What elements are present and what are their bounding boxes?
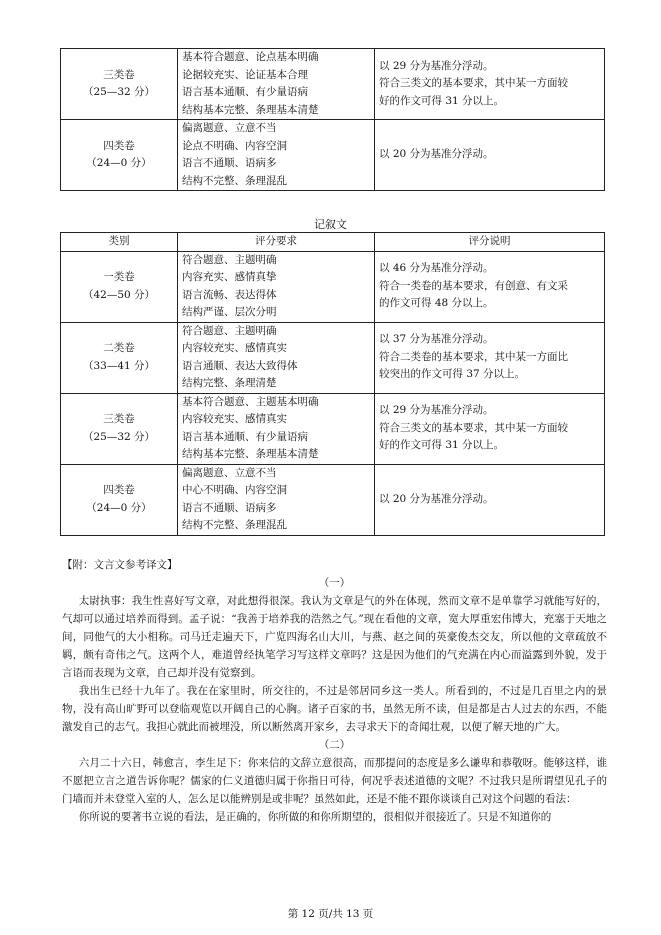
narrative-table-caption: 记叙文 xyxy=(314,218,347,231)
score-range: （25—32 分） xyxy=(82,430,156,443)
note-line: 以 29 分为基准分浮动。 xyxy=(379,59,494,72)
note-line: 以 46 分为基准分浮动。 xyxy=(379,262,494,275)
requirement-line: 中心不明确、内容空洞 xyxy=(182,484,287,496)
appendix-title: 【附：文言文参考译文】 xyxy=(62,559,178,571)
note-line: 符合一类卷的基本要求，有创意、有文采 xyxy=(379,279,568,292)
requirement-line: 内容较充实、感情真实 xyxy=(182,342,287,354)
note-line: 以 20 分为基准分浮动。 xyxy=(379,492,494,505)
requirement-line: 语言通顺、表达大致得体 xyxy=(182,359,298,372)
score-range: （24—0 分） xyxy=(86,157,152,169)
notes-cell xyxy=(375,49,605,120)
requirements-cell xyxy=(178,322,375,393)
note-line: 以 29 分为基准分浮动。 xyxy=(379,404,494,417)
section-heading-2: （二） xyxy=(318,739,351,751)
category-label: 二类卷 xyxy=(103,342,135,354)
category-cell xyxy=(61,464,178,535)
note-line: 以 37 分为基准分浮动。 xyxy=(379,333,494,346)
requirement-line: 结构严谨、层次分明 xyxy=(182,306,277,318)
requirement-line: 语言基本通顺、有少量语病 xyxy=(182,430,308,443)
note-line: 较突出的作文可得 37 分以上。 xyxy=(379,368,526,381)
header-category: 类别 xyxy=(61,233,178,252)
requirement-line: 语言不通顺、语病多 xyxy=(182,501,277,514)
score-range: （24—0 分） xyxy=(86,501,152,514)
requirement-line: 论据较充实、论证基本合理 xyxy=(182,68,308,81)
requirement-line: 偏离题意、立意不当 xyxy=(182,466,277,479)
category-cell xyxy=(61,251,178,322)
narrative-grading-table xyxy=(60,232,605,536)
table-row xyxy=(61,251,605,322)
notes-cell xyxy=(375,120,605,191)
notes-cell xyxy=(375,464,605,535)
paragraph: 六月二十六日，韩愈言，李生足下：你来信的文辞立意很高，而那提问的态度是多么谦卑和恭敬呀。能够这样，谁不愿把立言之道告诉你呢？儒家的仁义道德归属于你指日可待，何况乎表述道德的文呢？不过我只是所谓望见孔子的门墙而并未登堂入室的人，怎么足以能辨别是或非呢？虽然如此，还是不能不跟你谈谈自己对这个问题的看法： xyxy=(62,757,607,805)
requirement-line: 基本符合题意、主题基本明确 xyxy=(182,395,319,408)
table-row xyxy=(61,393,605,464)
category-cell xyxy=(61,49,178,120)
requirement-line: 语言不通顺、语病多 xyxy=(182,157,277,169)
score-range: （33—41 分） xyxy=(82,359,156,372)
requirement-line: 语言基本通顺、有少量语病 xyxy=(182,86,308,98)
requirements-cell xyxy=(178,49,375,120)
category-label: 一类卷 xyxy=(103,271,135,283)
table-row xyxy=(61,49,605,120)
notes-cell xyxy=(375,322,605,393)
score-range: （42—50 分） xyxy=(82,288,156,301)
category-label: 三类卷 xyxy=(103,68,135,81)
header-notes: 评分说明 xyxy=(375,233,605,252)
category-label: 三类卷 xyxy=(103,413,135,425)
category-label: 四类卷 xyxy=(103,139,135,152)
note-line: 好的作文可得 31 分以上。 xyxy=(379,439,505,452)
requirement-line: 结构完整、条理清楚 xyxy=(182,377,277,389)
requirement-line: 符合题意、主题明确 xyxy=(182,253,277,266)
table-row xyxy=(61,120,605,191)
notes-cell xyxy=(375,393,605,464)
requirements-cell xyxy=(178,393,375,464)
paragraph: 你所说的要著书立说的看法，是正确的，你所做的和你所期望的，很相似并很接近了。只是不知道你的 xyxy=(78,811,552,823)
note-line: 符合三类文的基本要求，其中某一方面较 xyxy=(379,421,568,434)
notes-cell xyxy=(375,251,605,322)
header-requirements: 评分要求 xyxy=(178,233,375,252)
requirement-line: 结构基本完整、条理基本清楚 xyxy=(182,103,319,116)
note-line: 好的作文可得 31 分以上。 xyxy=(379,94,505,107)
appendix-translation xyxy=(62,556,607,826)
category-cell xyxy=(61,322,178,393)
category-cell xyxy=(61,120,178,191)
argumentative-grading-table xyxy=(60,48,605,191)
note-line: 符合二类卷的基本要求，其中某一方面比 xyxy=(379,350,568,363)
requirement-line: 论点不明确、内容空洞 xyxy=(182,139,287,152)
page-footer: 第 12 页/共 13 页 xyxy=(287,908,374,920)
requirement-line: 结构不完整、条理混乱 xyxy=(182,519,287,531)
requirement-line: 结构不完整、条理混乱 xyxy=(182,174,287,187)
requirements-cell xyxy=(178,251,375,322)
section-heading-1: （一） xyxy=(318,577,351,589)
requirements-cell xyxy=(178,464,375,535)
score-range: （25—32 分） xyxy=(82,86,156,98)
category-label: 四类卷 xyxy=(103,484,135,496)
requirement-line: 结构基本完整、条理基本清楚 xyxy=(182,448,319,460)
requirement-line: 偏离题意、立意不当 xyxy=(182,122,277,134)
paragraph: 太尉执事：我生性喜好写文章，对此想得很深。我认为文章是气的外在体现，然而文章不是单靠学习就能写好的，气却可以通过培养而得到。孟子说：“我善于培养我的浩然之气。”现在看他的文章，宽大厚重宏伟博大，充塞于天地之间，同他气的大小相称。司马迁走遍天下，广览四海名山大川，与燕、赵之间的英豪俊杰交友，所以他的文章疏放不羁，颇有奇伟之气。这两个人，难道曾经执笔学习写这样文章吗？这是因为他们的气充满在内心而溢露到外貌，发于言语而表现为文章，自己却并没有觉察到。 xyxy=(62,595,607,679)
requirement-line: 内容充实、感情真挚 xyxy=(182,271,277,283)
paragraph: 我出生已经十九年了。我在在家里时，所交往的，不过是邻居同乡这一类人。所看到的，不过是几百里之内的景物，没有高山旷野可以登临观览以开阔自己的心胸。诸子百家的书，虽然无所不读，但是都是古人过去的东西，不能激发自己的志气。我担心就此而被埋没，所以断然离开家乡，去寻求天下的奇闻壮观，以便了解天地的广大。 xyxy=(62,685,607,733)
requirement-line: 基本符合题意、论点基本明确 xyxy=(182,51,319,63)
table-row xyxy=(61,322,605,393)
table-row xyxy=(61,464,605,535)
requirements-cell xyxy=(178,120,375,191)
requirement-line: 语言流畅、表达得体 xyxy=(182,288,277,301)
requirement-line: 符合题意、主题明确 xyxy=(182,324,277,337)
category-cell xyxy=(61,393,178,464)
note-line: 符合三类文的基本要求，其中某一方面较 xyxy=(379,77,568,90)
requirement-line: 内容较充实、感情真实 xyxy=(182,413,287,425)
note-line: 的作文可得 48 分以上。 xyxy=(379,297,494,310)
note-line: 以 20 分为基准分浮动。 xyxy=(379,148,494,161)
table-header-row xyxy=(61,233,605,252)
